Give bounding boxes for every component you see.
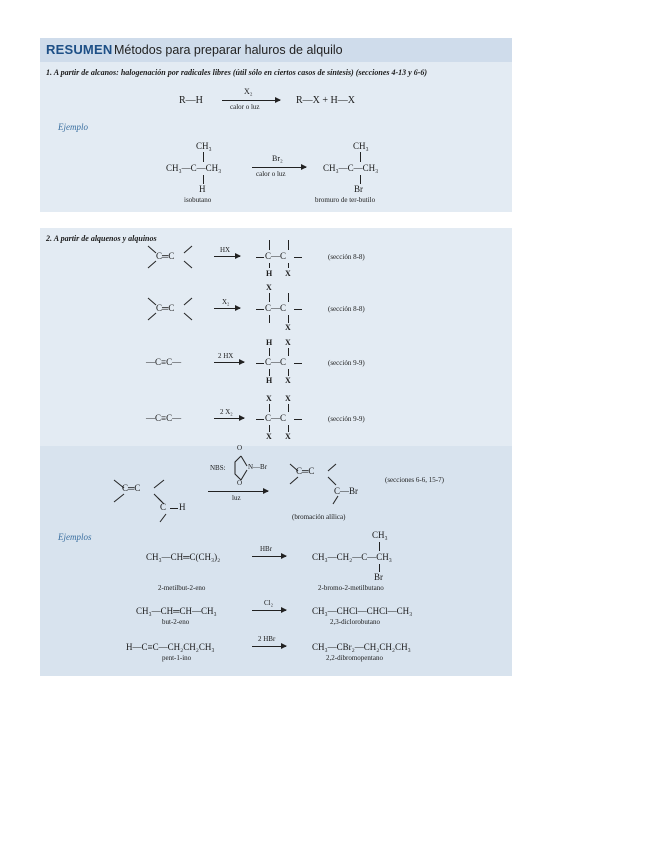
page-title: Métodos para preparar haluros de alquilo [114, 43, 343, 57]
isobutane-name: isobutano [184, 196, 212, 204]
ex3-reagent: 2 HBr [258, 635, 276, 643]
examples-label: Ejemplos [58, 532, 92, 542]
ex1-br: Br [374, 572, 383, 582]
reaction-2-reagent: X₂ [222, 298, 230, 306]
ex2-arrow [252, 610, 286, 611]
eq1-condition: calor o luz [230, 103, 260, 111]
reaction-2-section: (sección 8-8) [328, 305, 365, 313]
example-label: Ejemplo [58, 122, 88, 132]
reaction-1-arrow [214, 256, 240, 257]
reaction-3-arrow [214, 362, 244, 363]
product-1-cc: C—C [265, 251, 287, 261]
ex1-arrow [252, 556, 286, 557]
summary-header-bar [40, 38, 512, 62]
allyl-substrate-structure [110, 472, 190, 532]
eq1-reagent: X₂ [244, 87, 253, 96]
ex2-reagent: Cl₂ [264, 599, 274, 607]
reaction-1-section: (sección 8-8) [328, 253, 365, 261]
allyl-product-alkene: C═C [296, 466, 315, 476]
alkyne-2: —C≡C— [146, 413, 182, 423]
eq1-products: R—X + H—X [296, 95, 355, 106]
ex1-reagent: HBr [260, 545, 273, 553]
alkyne-1: —C≡C— [146, 357, 182, 367]
nbs-top-o: O [237, 444, 243, 452]
ex3-reactant: H—C≡C—CH₂CH₂CH₃ [126, 642, 215, 652]
ex3-product: CH₃—CBr₂—CH₂CH₂CH₃ [312, 642, 411, 652]
ex-arrow [252, 167, 306, 168]
product-2-bottom-x: X [285, 323, 291, 332]
allyl-product-cbr: C—Br [334, 486, 359, 496]
ex3-product-name: 2,2-dibromopentano [326, 654, 383, 662]
reaction-4-section: (sección 9-9) [328, 415, 365, 423]
ex3-reactant-name: pent-1-ino [162, 654, 192, 662]
product-3-top-h: H [266, 338, 273, 347]
nbs-section: (secciones 6-6, 15-7) [385, 476, 444, 484]
product-4-top-x1: X [266, 394, 272, 403]
isobutane-chain: CH₃—C—CH₃ [166, 163, 222, 173]
nbs-arrow [208, 491, 268, 492]
ex2-product-name: 2,3-diclorobutano [330, 618, 380, 626]
isobutane-top-ch3: CH₃ [196, 141, 212, 151]
section-1-heading: 1. A partir de alcanos: halogenación por radicales libres (útil sólo en ciertos casos de síntesis) (secciones 4-13 y 6-6) [46, 68, 428, 77]
product-2-cc: C—C [265, 303, 287, 313]
reaction-4-arrow [214, 418, 244, 419]
product-4-cc: C—C [265, 413, 287, 423]
reaction-2-arrow [214, 308, 240, 309]
ex1-reactant-name: 2-metilbut-2-eno [158, 584, 206, 592]
nbs-condition: luz [232, 494, 241, 502]
product-2-top-x: X [266, 283, 272, 292]
ex1-top-ch3: CH₃ [372, 530, 388, 540]
product-chain: CH₃—C—CH₃ [323, 163, 379, 173]
ex1-product: CH₃—CH₂—C—CH₃ [312, 552, 392, 562]
allyl-h: H [179, 502, 186, 512]
ex2-product: CH₃—CHCl—CHCl—CH₃ [312, 606, 413, 616]
product-3-cc: C—C [265, 357, 287, 367]
product-1-h: H [266, 269, 273, 278]
product-1-x: X [285, 269, 291, 278]
product-name: bromuro de ter-butilo [315, 196, 376, 204]
product-br: Br [354, 184, 363, 194]
nbs-n-br: N—Br [248, 463, 268, 471]
eq1-arrow [222, 100, 280, 101]
nbs-caption: (bromación alílica) [292, 513, 346, 521]
product-4-top-x2: X [285, 394, 291, 403]
reaction-3-reagent: 2 HX [218, 352, 234, 360]
summary-panel-alkenes [40, 228, 512, 676]
ex-reagent: Br₂ [272, 154, 283, 163]
summary-panel-alkanes [40, 38, 512, 212]
product-3-bottom-h: H [266, 376, 273, 385]
nbs-and-examples-area [40, 446, 512, 676]
reaction-1-reagent: HX [220, 246, 231, 254]
product-3-top-x: X [285, 338, 291, 347]
ex1-product-name: 2-bromo-2-metilbutano [318, 584, 384, 592]
product-top-ch3: CH₃ [353, 141, 369, 151]
nbs-bottom-o: O [237, 479, 243, 487]
product-4-bottom-x1: X [266, 432, 272, 441]
product-3-bottom-x: X [285, 376, 291, 385]
alkene-1: C═C [156, 251, 175, 261]
ex3-arrow [252, 646, 286, 647]
product-4-bottom-x2: X [285, 432, 291, 441]
section-2-heading: 2. A partir de alquenos y alquinos [46, 234, 157, 243]
ex2-reactant: CH₃—CH═CH—CH₃ [136, 606, 217, 616]
summary-badge: RESUMEN [46, 42, 113, 57]
allyl-c: C [160, 502, 167, 512]
ex-condition: calor o luz [256, 170, 286, 178]
nbs-label: NBS: [210, 464, 226, 472]
ex2-reactant-name: but-2-eno [162, 618, 190, 626]
allyl-alkene: C═C [122, 483, 141, 493]
alkene-2: C═C [156, 303, 175, 313]
ex1-reactant: CH₃—CH═C(CH₃)₂ [146, 552, 221, 562]
eq1-reactant: R—H [179, 95, 203, 106]
reaction-3-section: (sección 9-9) [328, 359, 365, 367]
reaction-4-reagent: 2 X₂ [220, 408, 233, 416]
isobutane-h: H [199, 184, 206, 194]
